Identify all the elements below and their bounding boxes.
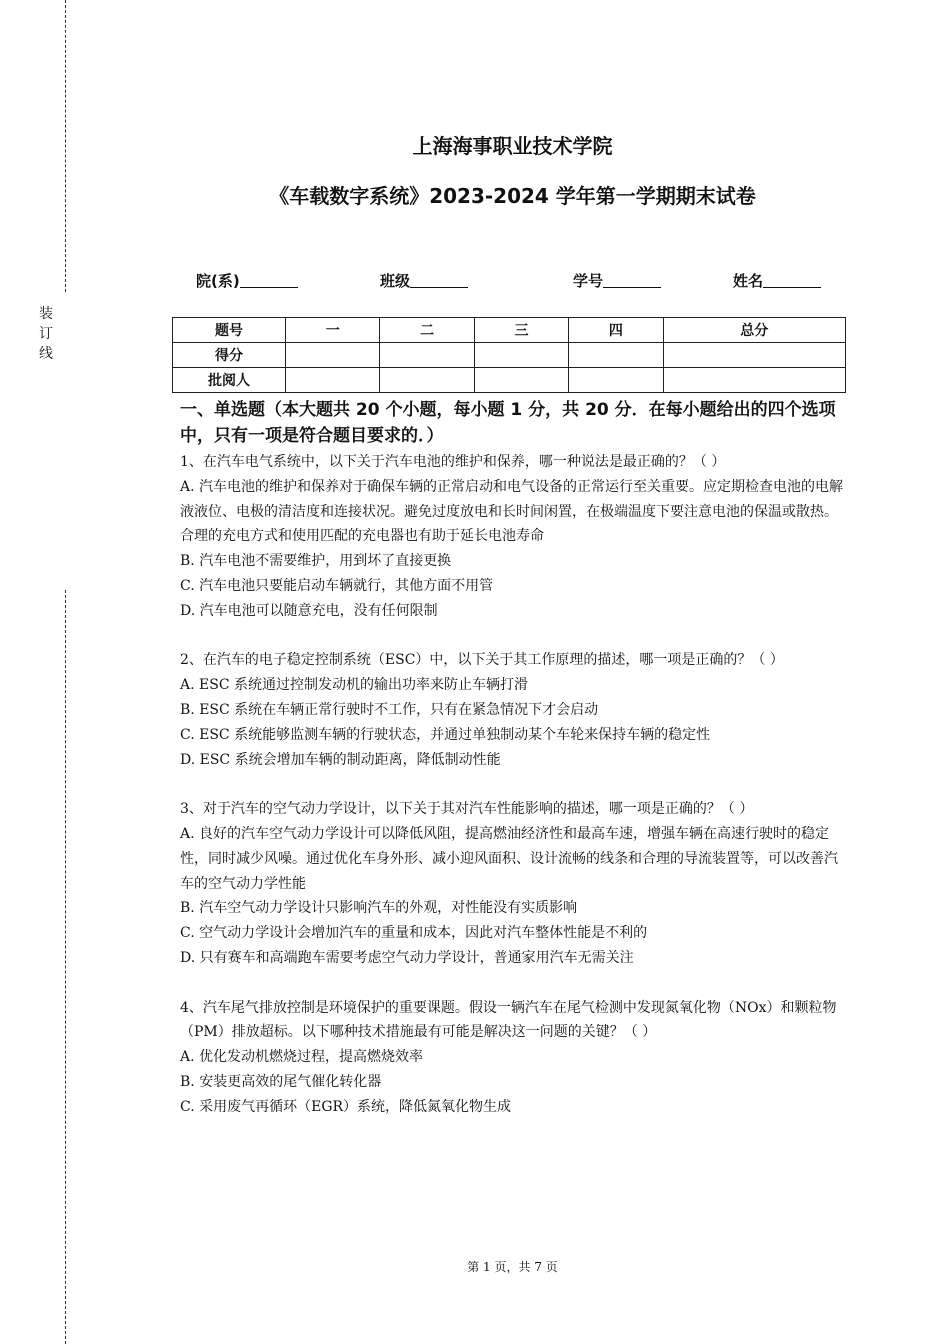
question-option: B. 汽车空气动力学设计只影响汽车的外观，对性能没有实质影响 [180,900,578,917]
score-cell: 题号 [173,318,286,343]
field-class-label: 班级 [380,272,411,290]
exam-title: 《车载数字系统》2023-2024 学年第一学期期末试卷 [269,184,756,208]
score-cell[interactable] [474,343,568,368]
question-option: D. 只有赛车和高端跑车需要考虑空气动力学设计，普通家用汽车无需关注 [180,949,634,966]
question-option: A. 汽车电池的维护和保养对于确保车辆的正常启动和电气设备的正常运行至关重要。应定期检查电池的电解液液位、电极的清洁度和连接状况。避免过度放电和长时间闲置，在极端温度下要注意电池的保温或散热。合理的充电方式和使用匹配的充电器也有助于延长电池寿命 [180,478,844,545]
score-cell[interactable] [286,343,380,368]
question-option: A. ESC 系统通过控制发动机的输出功率来防止车辆打滑 [180,677,528,694]
question-3 [180,797,844,971]
field-class [380,270,468,291]
score-table-row [173,343,846,368]
question-option: B. ESC 系统在车辆正常行驶时不工作，只有在紧急情况下才会启动 [180,701,599,718]
question-stem: 2、在汽车的电子稳定控制系统（ESC）中，以下关于其工作原理的描述，哪一项是正确的？（ ） [180,652,784,669]
field-class-blank[interactable] [410,273,468,288]
score-cell[interactable] [663,368,846,393]
question-option: C. 空气动力学设计会增加汽车的重量和成本，因此对汽车整体性能是不利的 [180,925,648,942]
section-heading: 一、单选题（本大题共 20 个小题，每小题 1 分，共 20 分．在每小题给出的四个选项中，只有一项是符合题目要求的．） [180,400,836,446]
score-cell: 得分 [173,343,286,368]
binding-char: 线 [39,346,53,362]
field-student-id [573,270,661,291]
question-1 [180,450,844,624]
score-cell[interactable] [380,343,474,368]
score-cell: 四 [569,318,663,343]
question-2 [180,648,844,772]
question-option: B. 汽车电池不需要维护，用到坏了直接更换 [180,553,452,570]
score-cell: 一 [286,318,380,343]
school-name: 上海海事职业技术学院 [412,134,613,158]
score-cell[interactable] [569,368,663,393]
question-4 [180,996,844,1120]
field-dept-blank[interactable] [240,273,298,288]
binding-char: 订 [39,326,53,342]
score-cell: 二 [380,318,474,343]
binding-dashed-line-bottom [65,590,66,1344]
question-stem: 1、在汽车电气系统中，以下关于汽车电池的维护和保养，哪一种说法是最正确的？（ ） [180,454,726,470]
score-cell[interactable] [569,343,663,368]
binding-label [38,304,54,364]
field-name-blank[interactable] [763,273,821,288]
field-student-id-blank[interactable] [603,273,661,288]
field-name-label: 姓名 [733,272,764,290]
score-cell[interactable] [663,343,846,368]
score-table-row [173,318,846,343]
score-table [172,317,846,393]
question-option: A. 优化发动机燃烧过程，提高燃烧效率 [180,1049,424,1066]
question-option: C. ESC 系统能够监测车辆的行驶状态，并通过单独制动某个车轮来保持车辆的稳定性 [180,726,711,743]
score-cell: 三 [474,318,568,343]
score-cell: 总分 [663,318,846,343]
question-option: C. 采用废气再循环（EGR）系统，降低氮氧化物生成 [180,1098,512,1115]
exam-content [180,397,844,1120]
question-option: D. ESC 系统会增加车辆的制动距离，降低制动性能 [180,751,501,768]
field-student-id-label: 学号 [573,272,604,290]
question-option: C. 汽车电池只要能启动车辆就行，其他方面不用管 [180,577,494,594]
binding-char: 装 [39,306,53,322]
field-name [733,270,821,291]
page-footer: 第 1 页，共 7 页 [467,1260,558,1274]
score-cell[interactable] [380,368,474,393]
score-cell[interactable] [474,368,568,393]
question-stem: 4、汽车尾气排放控制是环境保护的重要课题。假设一辆汽车在尾气检测中发现氮氧化物（NOx）和颗粒物（PM）排放超标。以下哪种技术措施最有可能是解决这一问题的关键？（ ） [180,999,837,1041]
question-stem: 3、对于汽车的空气动力学设计，以下关于其对汽车性能影响的描述，哪一项是正确的？（ ） [180,801,754,818]
score-table-row [173,368,846,393]
question-option: D. 汽车电池可以随意充电，没有任何限制 [180,602,438,619]
question-option: A. 良好的汽车空气动力学设计可以降低风阻，提高燃油经济性和最高车速，增强车辆在高速行驶时的稳定性，同时减少风噪。通过优化车身外形、减小迎风面积、设计流畅的线条和合理的导流装置等，可以改善汽车的空气动力学性能 [180,825,838,892]
field-dept [196,270,298,291]
field-dept-label: 院(系) [196,272,240,290]
question-option: B. 安装更高效的尾气催化转化器 [180,1073,382,1090]
score-cell[interactable] [286,368,380,393]
score-cell: 批阅人 [173,368,286,393]
